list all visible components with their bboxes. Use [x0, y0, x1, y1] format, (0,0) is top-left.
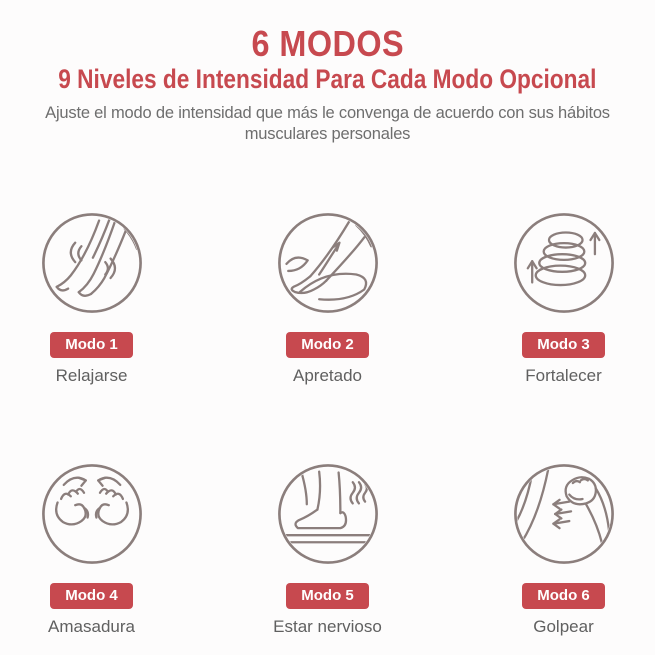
fist-tapping-icon [511, 461, 617, 567]
page-title: 6 MODOS [251, 23, 404, 64]
page-subtitle [0, 64, 655, 95]
modes-grid [0, 210, 655, 637]
mode-5-badge: Modo 5 [286, 583, 369, 609]
mode-4-badge: Modo 4 [50, 583, 133, 609]
mode-2-label: Apretado [293, 366, 362, 386]
mode-5-label: Estar nervioso [273, 617, 382, 637]
kneading-hands-icon [39, 461, 145, 567]
mode-2-badge: Modo 2 [286, 332, 369, 358]
mode-3-badge: Modo 3 [522, 332, 605, 358]
mode-card-5 [210, 461, 446, 637]
mode-card-3 [446, 210, 655, 386]
mode-1-badge: Modo 1 [50, 332, 133, 358]
mode-card-1 [0, 210, 210, 386]
mode-6-label: Golpear [533, 617, 594, 637]
mode-1-label: Relajarse [55, 366, 128, 386]
mode-4-label: Amasadura [48, 617, 135, 637]
mode-3-label: Fortalecer [525, 366, 602, 386]
mode-card-2 [210, 210, 446, 386]
header [0, 0, 655, 146]
leg-squeeze-arrow-icon [275, 210, 381, 316]
foot-vibration-icon [275, 461, 381, 567]
mode-card-4 [0, 461, 210, 637]
mode-card-6 [446, 461, 655, 637]
crossed-legs-vibration-icon [39, 210, 145, 316]
page-subtitle-text: 9 Niveles de Intensidad Para Cada Modo Opcional [58, 63, 597, 94]
stacked-rings-lift-icon [511, 210, 617, 316]
page-description: Ajuste el modo de intensidad que más le convenga de acuerdo con sus hábitos musculares personales [45, 103, 610, 144]
mode-6-badge: Modo 6 [522, 583, 605, 609]
